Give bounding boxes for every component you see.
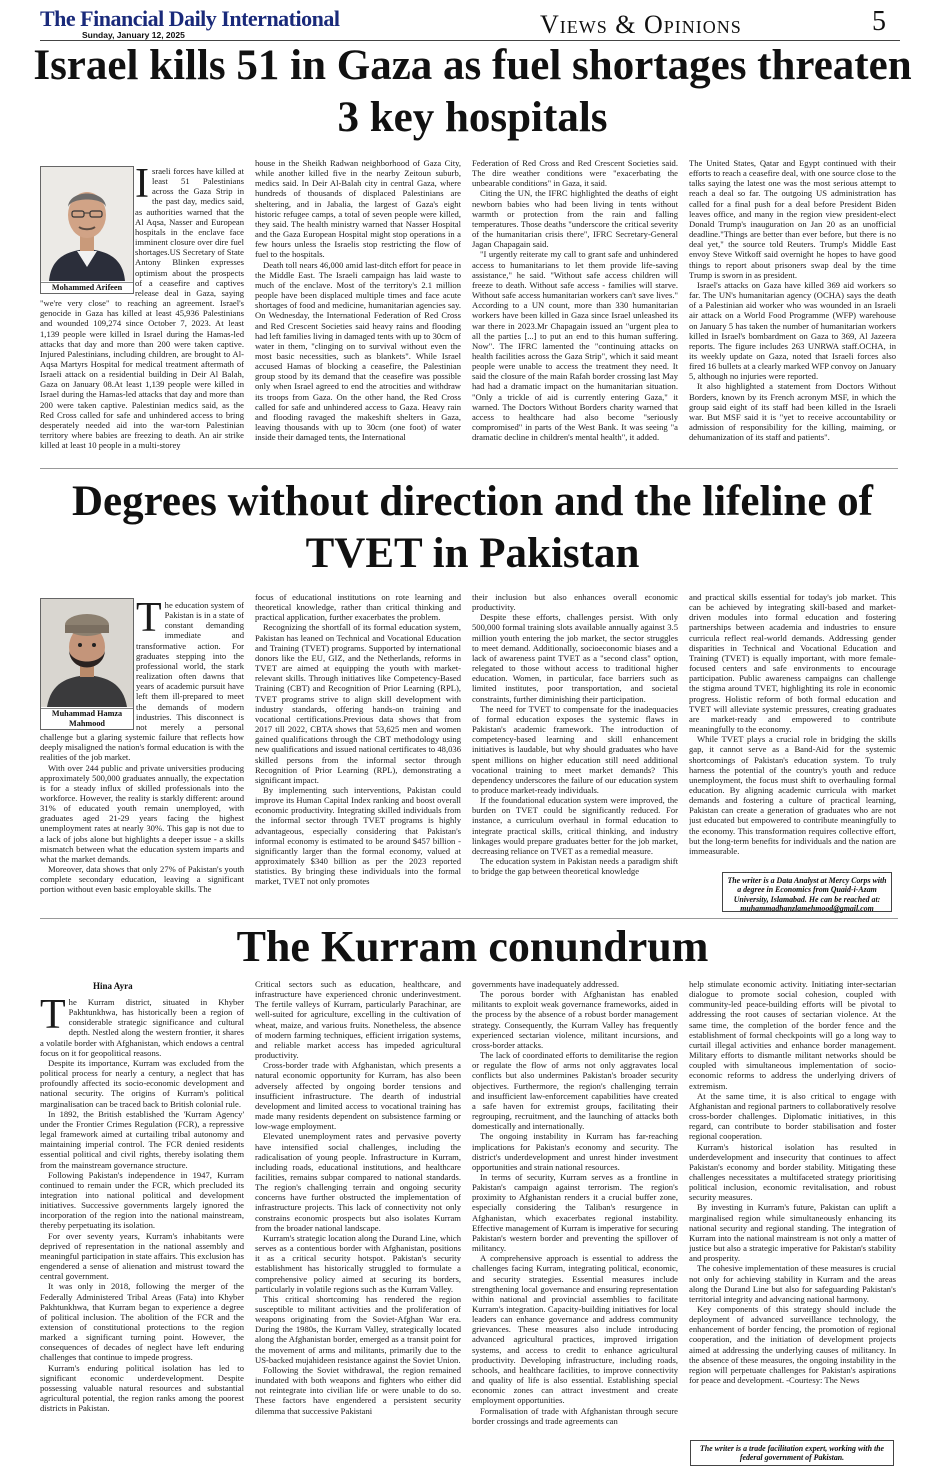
article3-writer-note: The writer is a trade facilitation expert, working with the federal government of Pakistan.	[690, 1440, 894, 1466]
article3-paragraph: Kurram's enduring political isolation has led to significant economic underdevelopment. Despite possessing valuable natural resources and substantial agricultural potential, the region ranks among the poorest districts in Pakistan.	[40, 1362, 244, 1414]
article1-column-2	[255, 158, 461, 460]
article1-column-1	[40, 166, 244, 460]
article3-paragraph: Following Pakistan's independence in 1947, Kurram continued to remain under the FCR, which precluded its integration into national political and development initiatives. Successive governments largely ignored the incorporation of the region into the national mainstream, thereby perpetuating its isolation.	[40, 1169, 244, 1231]
article2-paragraph: Recognizing the shortfall of its formal education system, Pakistan has leaned on Technical and Vocational Education and Training (TVET) programs. Supported by international donors like the EU, GIZ, and the Netherlands, reforms in TVET are aimed at equipping the youth with market-relevant skills. Through initiatives like Competency-Based Training (CBT) and Recognition of Prior Learning (RPL), TVET programs strive to align skill development with industry standards, offering hands-on training and vocational certifications.Previous data shows that from 2017 till 2022, CBTA shows that 53,625 men and women gained qualifications through the CBT methodology using new qualifications and issued national certificates to 48,036 skilled persons from the informal sector through Recognition of Prior Learning (RPL), demonstrating a significant impact.	[255, 622, 461, 785]
article3-paragraph: It was only in 2018, following the merger of the Federally Administered Tribal Areas (Fata) into Khyber Pakhtunkhwa, that Kurram began to experience a degree of political inclusion. The abolition of the FCR and the extension of constitutional protections to the region marked a significant turning point. However, the consequences of decades of neglect have left enduring challenges that continue to impede progress.	[40, 1281, 244, 1363]
article3-paragraph: Kurram's historical isolation has resulted in underdevelopment and insecurity that continues to affect Pakistan's economy and border stability. Mitigating these challenges necessitates a multifaceted strategy prioritising political inclusion, economic revitalisation, and robust security measures.	[689, 1141, 896, 1203]
article1-headline: Israel kills 51 in Gaza as fuel shortages threaten 3 key hospitals	[33, 42, 912, 142]
article2-paragraph: and practical skills essential for today's job market. This can be achieved by integrating skill-based and market-driven modules into formal education and fostering partnerships between academia and industries to ensure curricula reflect real-world demands. Addressing gender disparities in Technical and Vocational Education and Training (TVET) is equally important, with more female-focused centers and safe environments to encourage participation. Public awareness campaigns can challenge the stigma around TVET, highlighting its role in economic progress. Holistic reform of both formal education and TVET will alleviate systemic pressures, creating graduates are market-ready and empowered to contribute meaningfully to the economy.	[689, 592, 896, 735]
article1-paragraph: Israeli forces have killed at least 51 Palestinians across the Gaza Strip in the past day, medics said, as authorities warned that the Al Aqsa, Nasser and European hospitals in the enclave face imminent closure over dire fuel shortages.US Secretary of State Antony Blinken expresses optimism about the prospects of a ceasefire and captives release deal in Gaza, saying "we're very close" to reaching an agreement. Israel's genocide in Gaza has killed at least 45,936 Palestinians and wounded 109,274 since October 7, 2023. At least 1,139 people were killed in Israel during the Hamas-led attacks that day and more than 200 were taken captive. Injured Palestinians, including children, are brought to Al-Aqsa Martyrs Hospital for medical treatment aftermath of Israeli attack on a residential building in Deir Al Balah, Gaza on January 08.At least 1,139 people were killed in Israel during the Hamas-led attacks that day and more than 200 were taken captive. Palestinian medics said, as the Red Cross called for safe and unhindered access to bring desperately needed aid into the war-torn Palestinian territory where babies are freezing to death. An air strike killed at least 10 people in a multi-storey	[40, 166, 244, 451]
article2-paragraph: The need for TVET to compensate for the inadequacies of formal education exposes the systemic flaws in Pakistan's academic framework. The introduction of competency-based learning and skill enhancement initiatives is laudable, but why should graduates who have spent millions on higher education still need additional vocational training to meet market demands? This dependency underscores the failure of our education system to produce market-ready individuals.	[472, 703, 678, 795]
article3-paragraph: Despite its importance, Kurram was excluded from the political process for nearly a century, a neglect that has profoundly affected its socio-economic development and national security. The origins of Kurram's political marginalisation can be traced back to British colonial rule.	[40, 1057, 244, 1109]
article3-paragraph: The ongoing instability in Kurram has far-reaching implications for Pakistan's economy and security. The district's underdevelopment and unrest hinder investment opportunities and strain national resources.	[472, 1131, 678, 1172]
article3-paragraph: governments have inadequately addressed.	[472, 979, 619, 989]
article3-paragraph: In terms of security, Kurram serves as a frontline in Pakistan's campaign against terrorism. The region's proximity to Afghanistan renders it a crucial buffer zone, especially considering the Taliban's resurgence in Afghanistan, which exacerbates regional instability. Effective management of Kurram is imperative for securing Pakistan's western border and preventing the spillover of militancy.	[472, 1171, 678, 1254]
article2-paragraph: The education system in Pakistan needs a paradigm shift to bridge the gap between theoretical knowledge	[472, 856, 678, 877]
article3-column-2	[255, 979, 461, 1463]
article2-author-name: Muhammad Hamza Mahmood	[41, 708, 133, 729]
article3-paragraph: Formalisation of trade with Afghanistan through secure border crossings and trade agreements can	[472, 1405, 678, 1426]
article3-paragraph: At the same time, it is also critical to engage with Afghanistan and regional partners to collaboratively resolve cross-border challenges. Diplomatic initiatives, in this regard, can contribute to border stabilisation and foster regional cooperation.	[689, 1090, 896, 1142]
section-divider	[40, 468, 898, 469]
article3-column-4	[689, 979, 896, 1437]
article2-column-1	[40, 600, 244, 912]
article1-paragraph: It also highlighted a statement from Doctors Without Borders, known by its French acronym MSF, in which the group said eight of its staff had been killed in the Israeli war. But MSF said it is "yet to receive accountability or admission of responsibility for the killing, maiming, or dehumanization of its staff and patients".	[689, 381, 896, 443]
article2-paragraph: With over 244 public and private universities producing approximately 500,000 graduates annually, the expectation is for a steady influx of skilled professionals into the workforce. However, the reality is starkly different: around 31% of educated youth remain unemployed, with graduates aged 21-29 years facing the highest unemployment rates at nearly 30%. This gap is not due to a lack of jobs alone but highlights a deeper issue - a skills mismatch between what the education system imparts and what the market demands.	[40, 762, 244, 864]
article2-column-4	[689, 592, 896, 870]
article2-paragraph: By implementing such interventions, Pakistan could improve its Human Capital Index ranking and boost overall economic productivity. Integrating skilled individuals from the informal sector through TVET programs is highly advantageous, especially considering that Pakistan's informal economy is estimated to be around $457 billion - significantly larger than the formal economy, valued at approximately $340 billion as per the 2023 reported statistics. By bringing these individuals into the formal market, TVET not only promotes	[255, 784, 461, 887]
article2-writer-note: The writer is a Data Analyst at Mercy Corps with a degree in Economics from Quaid-i-Azam University, Islamabad. He can be reached at: muhammadhanzlamehmood@gmail.com	[722, 872, 892, 912]
article3-paragraph: The Kurram district, situated in Khyber Pakhtunkhwa, has historically been a region of considerable strategic significance and cultural depth. Nestled along the western frontier, it shares a volatile border with Afghanistan, which endows a central focus on it for geopolitical reasons.	[40, 997, 244, 1058]
article3-paragraph: The cohesive implementation of these measures is crucial not only for achieving stability in Kurram and the areas along the Durand Line but also for safeguarding Pakistan's territorial integrity and advancing national harmony.	[689, 1263, 896, 1304]
article2-paragraph: Moreover, data shows that only 27% of Pakistan's youth complete secondary education, leaving a significant portion without even basic employable skills. The	[40, 864, 244, 895]
masthead	[40, 6, 900, 41]
article3-paragraph: In 1892, the British established the 'Kurram Agency' under the Frontier Crimes Regulation (FCR), a repressive legal framework aimed at curtailing tribal autonomy and maintaining imperial control. The FCR denied residents essential political and civil rights, thereby isolating them from the mainstream governance structure.	[40, 1108, 244, 1170]
article3-paragraph: This critical shortcoming has rendered the region susceptible to militant activities and the proliferation of weapons originating from the Soviet-Afghan War era. During the 1980s, the Kurram Valley, strategically located along the Afghanistan border, emerged as a transit point for the movement of arms and militants, primarily due to the US-backed mujahideen resistance against the Soviet Union.	[255, 1293, 461, 1365]
article3-headline: The Kurram conundrum	[236, 922, 709, 971]
article2-paragraph: The education system of Pakistan is in a state of constant demanding immediate and transformative action. For graduates stepping into the professional world, the stark realization often dawns that years of academic pursuit have left them ill-prepared to meet the demands of modern industries. This disconnect is not merely a personal challenge but a glaring systemic failure that reflects how deeply misaligned the nation's formal education is with the realities of the job market.	[40, 600, 244, 763]
issue-date: Sunday, January 12, 2025	[82, 30, 185, 40]
article1-paragraph: Death toll nears 46,000 amid last-ditch effort for peace in the Middle East. The Israeli campaign has laid waste to much of the enclave. Most of the territory's 2.1 million people have been displaced multiple times and face acute shortages of food and medicine, humanitarian agencies say. On Wednesday, the International Federation of Red Cross and Red Crescent Societies said heavy rains and flooding had left families living in damaged tents with up to 30cm of water in them, "clinging on to survival without even the most basic necessities, such as blankets". While Israel accused Hamas of blocking a ceasefire, the Palestinian group stood by its demand that the ceasefire was possible only when Israel agreed to end the atrocities and withdraw its troops from Gaza. On the other hand, the Red Cross called for safe and unhindered access to Gaza. Heavy rain and flooding ravaged the makeshift shelters in Gaza, leaving thousands with up to 30cm (one foot) of water inside their damaged tents, the International	[255, 259, 461, 443]
article3-paragraph: Following the Soviet withdrawal, the region remained inundated with both weapons and fighters who either did not reintegrate into civilian life or were unable to do so. These factors have engendered a persistent security dilemma that successive Pakistani	[255, 1364, 461, 1416]
article2-paragraph: focus of educational institutions on rote learning and theoretical knowledge, rather than critical thinking and practical application, further exacerbates the problem.	[255, 592, 461, 623]
dropcap: T	[40, 997, 66, 1038]
paper-name: The Financial Daily International	[40, 6, 340, 31]
page-number: 5	[872, 6, 886, 37]
dropcap: I	[135, 166, 149, 207]
article1-paragraph: Israel's attacks on Gaza have killed 369 aid workers so far. The UN's humanitarian agency (OCHA) says the death of a Palestinian aid worker who was wounded in an Israeli air attack on a World Food Programme (WFP) warehouse on January 5 has taken the number of humanitarian workers killed in Israel's bombardment on Gaza to 369, Al Jazeera reports. The figure includes 263 UNRWA staff.OCHA, in its weekly update on Gaza, noted that Israeli forces also fired 16 bullets at a clearly marked WFP convoy on January 5, although no injuries were reported.	[689, 279, 896, 382]
article1-column-3	[472, 158, 678, 460]
article1-paragraph: The United States, Qatar and Egypt continued with their efforts to reach a ceasefire deal, with one source close to the talks saying the latest one was the most serious attempt to reach a deal so far. The outgoing US administration has called for a final push for a deal before President Biden leaves office, and many in the region view president-elect Donald Trump's inauguration on Jan 20 as an unofficial deadline."Things are better than ever before, but there is no deal yet," the source told Reuters. Trump's Middle East envoy Steve Witkoff said overnight he hopes to have good things to report about prisoners swap deal by the time Trump is sworn in as president.	[689, 158, 896, 280]
article3-paragraph: The porous border with Afghanistan has enabled militants to exploit weak governance frameworks, aided in the process by the absence of a robust border management strategy. Consequently, the Kurram Valley has frequently experienced sectarian violence, militant incursions, and cross-border attacks.	[472, 989, 678, 1050]
article3-column-1	[40, 997, 244, 1462]
article1-paragraph: Citing the UN, the IFRC highlighted the deaths of eight newborn babies who had been living in tents without warmth or protection from the rain and falling temperatures. Those deaths "underscore the critical severity of the humanitarian crisis there", IFRC Secretary-General Jagan Chapagain said.	[472, 188, 678, 250]
article3-paragraph: The lack of coordinated efforts to demilitarise the region or regulate the flow of arms not only aggravates local conflicts but also undermines Pakistan's broader security objectives. Furthermore, the region's challenging terrain and insufficient law-enforcement capabilities have created a safe haven for extremist groups, facilitating their regrouping, recruitment, and the launching of attacks both domestically and internationally.	[472, 1050, 678, 1132]
article3-author-name: Hina Ayra	[93, 981, 133, 991]
article3-paragraph: A comprehensive approach is essential to address the challenges facing Kurram, integrating political, economic, and security strategies. Essential measures include strengthening local governance and ensuring representation within national and provincial assemblies to facilitate Kurram's integration. Capacity-building initiatives for local leaders can enhance governance and address community grievances. These measures also include introducing advanced agricultural practices, improved irrigation systems, and access to credit to enhance agricultural productivity. Developing infrastructure, including roads, schools, and healthcare facilities, to improve connectivity and quality of life is also essential. Establishing special economic zones can attract investment and create employment opportunities.	[472, 1253, 678, 1406]
article1-author-name: Mohammed Arifeen	[41, 282, 133, 293]
article3-column-3	[472, 979, 678, 1463]
article3-paragraph: Cross-border trade with Afghanistan, which presents a natural economic opportunity for Kurram, has also been adversely affected by ongoing border tensions and insufficient infrastructure. The dearth of industrial development and limited access to vocational training has made many residents dependent on subsistence farming or low-wage employment.	[255, 1060, 461, 1132]
article1-paragraph: "I urgently reiterate my call to grant safe and unhindered access to humanitarians to let them provide life-saving assistance," he said. "Without safe access children will freeze to death. Without safe access - families will starve. Without safe access humanitarian workers can't save lives." According to a UN count, more than 330 humanitarian workers have been killed in Gaza since Israel unleashed its war there in 2023.Mr Chapagain issued an "urgent plea to all the parties [...] to put an end to this human suffering. Now". The IFRC lamented the "continuing attacks on health facilities across the Gaza Strip", which it said meant people were unable to access the treatment they need. It said the closure of the main Rafah border crossing last May had had a dramatic impact on the humanitarian situation. "Only a trickle of aid is currently entering Gaza," it warned. The Doctors Without Borders charity warned that access to healthcare had also become "seriously compromised" in parts of the West Bank. It was seeing "a dramatic decline in children's mental health", it added.	[472, 249, 678, 443]
article3-paragraph: Key components of this strategy should include the deployment of advanced surveillance technology, the enhancement of border fencing, the promotion of regional cooperation, and the initiation of development projects aimed at addressing the underlying causes of militancy. In the absence of these measures, the ongoing instability in the region will perpetuate challenges for Pakistan's aspirations for peace and development. -Courtesy: The News	[689, 1304, 896, 1386]
article1-column-4	[689, 158, 896, 460]
article3-paragraph: Elevated unemployment rates and pervasive poverty have intensified social challenges, including the radicalisation of young people. Infrastructure in Kurram, including roads, educational institutions, and healthcare facilities, remains subpar compared to national standards. The region's challenging terrain and ongoing security concerns have further obstructed the implementation of infrastructure projects. This lack of connectivity not only constrains economic prospects but also isolates Kurram from the broader national landscape.	[255, 1131, 461, 1233]
article2-paragraph: If the foundational education system were improved, the burden on TVET could be significantly reduced. For instance, a curriculum overhaul in formal education to integrate practical skills, critical thinking, and industry linkages would prepare graduates better for the job market, decreasing reliance on TVET as a remedial measure.	[472, 795, 678, 856]
article1-paragraph: house in the Sheikh Radwan neighborhood of Gaza City, while another killed five in the nearby Zeitoun suburb, medics said. In Deir Al-Balah city in central Gaza, where hundreds of thousands of displaced Palestinians are sheltering, and in Jabalia, the largest of Gaza's eight historic refugee camps, a total of seven people were killed, they said. The health ministry warned that Nasser Hospital and the Gaza European Hospital might stop operations in a few hours unless the Israelis stop restricting the flow of fuel to the hospitals.	[255, 158, 461, 260]
article3-paragraph: By investing in Kurram's future, Pakistan can uplift a marginalised region while simultaneously enhancing its national security and regional standing. The integration of Kurram into the national mainstream is not only a matter of justice but also a strategic imperative for Pakistan's stability and prosperity.	[689, 1202, 896, 1264]
article3-paragraph: Critical sectors such as education, healthcare, and infrastructure have experienced chronic underinvestment. The fertile valleys of Kurram, particularly Parachinar, are well-suited for agriculture, excelling in the cultivation of wheat, maize, and various fruits. Nonetheless, the absence of modern farming techniques, efficient irrigation systems, and reliable market access has impeded agricultural productivity.	[255, 979, 461, 1061]
article2-paragraph: While TVET plays a crucial role in bridging the skills gap, it cannot serve as a Band-Aid for the systemic shortcomings of Pakistan's education system. To truly harness the potential of the country's youth and reduce unemployment, the focus must shift to overhauling formal education. By aligning academic curricula with market demands and fostering a culture of practical learning, Pakistan can create a generation of graduates who are not just educated but empowered to contribute meaningfully to the economy. This transformation requires collective effort, but the long-term benefits for individuals and the nation are immeasurable.	[689, 734, 896, 856]
article3-paragraph: For over seventy years, Kurram's inhabitants were deprived of representation in the national assembly and meaningful participation in state affairs. This exclusion has engendered a sense of alienation and mistrust toward the central government.	[40, 1230, 244, 1282]
article2-paragraph: their inclusion but also enhances overall economic productivity.	[472, 592, 678, 613]
article2-column-2	[255, 592, 461, 912]
section-divider	[40, 918, 898, 919]
section-name: Views & Opinions	[540, 10, 742, 39]
article3-paragraph: help stimulate economic activity. Initiating inter-sectarian dialogue to promote social cohesion, coupled with community-led peace-building efforts will be pivotal to addressing the root causes of sectarian violence. At the same time, the completion of the border fence and the establishment of formal checkpoints will go a long way to curtail illegal activities and enhance border management. Military efforts to dismantle militant networks should be coupled with simultaneous implementation of socio-economic reforms to address the underlying drivers of extremism.	[689, 979, 896, 1091]
article3-paragraph: Kurram's strategic location along the Durand Line, which serves as a contentious border with Afghanistan, positions it as a critical security hotspot. Pakistan's security establishment has historically struggled to formulate a comprehensive policy aimed at securing its borders, particularly in volatile regions such as the Kurram Valley.	[255, 1232, 461, 1294]
article1-paragraph: Federation of Red Cross and Red Crescent Societies said. The dire weather conditions were "exacerbating the unbearable conditions" in Gaza, it said.	[472, 158, 678, 189]
article2-headline: Degrees without direction and the lifeline of TVET in Pakistan	[71, 478, 873, 578]
article2-paragraph: Despite these efforts, challenges persist. With only 500,000 formal training slots available annually against 3.5 million youth entering the job market, the sector struggles to meet demand. Additionally, socioeconomic biases and a lack of awareness paint TVET as a "second class" option, relegated to those without access to traditional higher education. Women, in particular, face barriers such as limited institutes, poor transportation, and societal constraints, further diminishing their participation.	[472, 612, 678, 704]
article2-column-3	[472, 592, 678, 912]
dropcap: T	[136, 600, 162, 641]
